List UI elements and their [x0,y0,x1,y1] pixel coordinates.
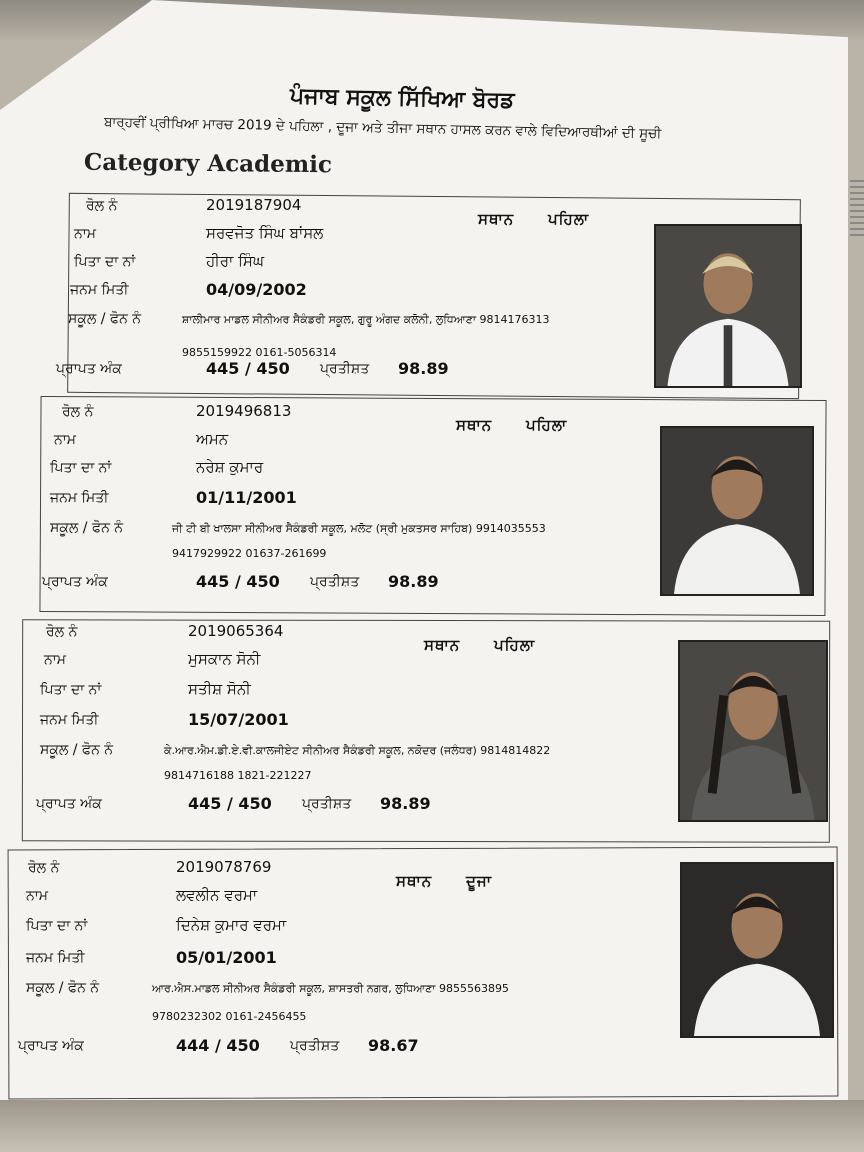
rank-label: ਸਥਾਨ [478,210,515,228]
label-percent: ਪ੍ਰਤੀਸ਼ਤ [310,574,360,590]
label-father: ਪਿਤਾ ਦਾ ਨਾਂ [40,682,102,698]
label-roll: ਰੋਲ ਨੰ [46,624,78,640]
label-school: ਸਕੂਲ / ਫੋਨ ਨੰ [68,311,142,327]
value-percent: 98.67 [368,1036,419,1055]
binder-edge [850,180,864,240]
rank-label: ਸਥਾਨ [424,636,461,654]
value-name: ਮੁਸਕਾਨ ਸੋਨੀ [188,650,261,668]
rank-label: ਸਥਾਨ [456,416,493,434]
value-roll: 2019065364 [188,622,284,640]
label-school: ਸਕੂਲ / ਫੋਨ ਨੰ [50,520,124,536]
value-marks: 444 / 450 [176,1036,260,1055]
value-dob: 04/09/2002 [206,280,307,299]
label-roll: ਰੋਲ ਨੰ [28,860,60,876]
label-name: ਨਾਮ [26,888,48,904]
value-name: ਲਵਲੀਨ ਵਰਮਾ [176,886,258,904]
label-percent: ਪ੍ਰਤੀਸ਼ਤ [302,796,352,812]
label-father: ਪਿਤਾ ਦਾ ਨਾਂ [50,460,112,476]
value-name: ਅਮਨ [196,430,229,448]
label-dob: ਜਨਮ ਮਿਤੀ [40,712,99,728]
value-phones: 9780232302 0161-2456455 [152,1010,307,1023]
value-father: ਸਤੀਸ਼ ਸੋਨੀ [188,680,251,698]
label-name: ਨਾਮ [54,432,76,448]
label-school: ਸਕੂਲ / ਫੋਨ ਨੰ [26,980,100,996]
value-phones: 9814716188 1821-221227 [164,769,312,782]
person-silhouette [682,864,832,1036]
person-silhouette [680,642,826,820]
label-marks: ਪ੍ਰਾਪਤ ਅੰਕ [42,574,108,590]
rank-label: ਸਥਾਨ [396,872,433,890]
label-name: ਨਾਮ [44,652,66,668]
value-school: ਜੀ ਟੀ ਬੀ ਖਾਲਸਾ ਸੀਨੀਅਰ ਸੈਕੰਡਰੀ ਸਕੂਲ, ਮਲੋਟ (ਸ੍ਰੀ ਮੁਕਤਸਰ ਸਾਹਿਬ) 9914035553 [172,522,546,535]
value-dob: 05/01/2001 [176,948,277,967]
list-subtitle: ਬਾਰ੍ਹਵੀਂ ਪ੍ਰੀਖਿਆ ਮਾਰਚ 2019 ਦੇ ਪਹਿਲਾ , ਦੂਜਾ ਅਤੇ ਤੀਜਾ ਸਥਾਨ ਹਾਸਲ ਕਰਨ ਵਾਲੇ ਵਿਦਿਆਰਥੀਆਂ ਦੀ ਸੂਚੀ [103,114,662,142]
label-name: ਨਾਮ [74,226,96,242]
value-roll: 2019496813 [196,402,292,420]
label-marks: ਪ੍ਰਾਪਤ ਅੰਕ [36,796,102,812]
label-dob: ਜਨਮ ਮਿਤੀ [50,490,109,506]
label-school: ਸਕੂਲ / ਫੋਨ ਨੰ [40,742,114,758]
rank-value: ਦੂਜਾ [466,872,493,890]
label-roll: ਰੋਲ ਨੰ [86,198,118,214]
board-title: ਪੰਜਾਬ ਸਕੂਲ ਸਿੱਖਿਆ ਬੋਰਡ [289,83,515,114]
label-father: ਪਿਤਾ ਦਾ ਨਾਂ [26,918,88,934]
label-dob: ਜਨਮ ਮਿਤੀ [70,282,129,298]
label-marks: ਪ੍ਰਾਪਤ ਅੰਕ [18,1038,84,1054]
value-marks: 445 / 450 [188,794,272,813]
person-silhouette [662,428,812,594]
value-school: ਕੇ.ਆਰ.ਐਮ.ਡੀ.ਏ.ਵੀ.ਕਾਲਜੀਏਟ ਸੀਨੀਅਰ ਸੈਕੰਡਰੀ ਸਕੂਲ, ਨਕੋਦਰ (ਜਲੰਧਰ) 9814814822 [164,744,551,757]
value-father: ਹੀਰਾ ਸਿੰਘ [206,252,265,270]
rank-value: ਪਹਿਲਾ [548,210,590,228]
label-dob: ਜਨਮ ਮਿਤੀ [26,950,85,966]
person-silhouette [656,226,800,386]
label-father: ਪਿਤਾ ਦਾ ਨਾਂ [74,254,136,270]
label-marks: ਪ੍ਰਾਪਤ ਅੰਕ [56,361,122,377]
value-name: ਸਰਵਜੋਤ ਸਿੰਘ ਬਾਂਸਲ [206,224,324,242]
value-school: ਆਰ.ਐਸ.ਮਾਡਲ ਸੀਨੀਅਰ ਸੈਕੰਡਰੀ ਸਕੂਲ, ਸ਼ਾਸਤਰੀ ਨਗਰ, ਲੁਧਿਆਣਾ 9855563895 [152,982,509,995]
value-father: ਨਰੇਸ਼ ਕੁਮਾਰ [196,458,264,476]
desk-bottom [0,1100,864,1152]
label-roll: ਰੋਲ ਨੰ [62,404,94,420]
student-photo [680,862,834,1038]
value-phones: 9855159922 0161-5056314 [182,346,337,359]
value-marks: 445 / 450 [196,572,280,591]
value-father: ਦਿਨੇਸ਼ ਕੁਮਾਰ ਵਰਮਾ [176,916,287,934]
value-dob: 15/07/2001 [188,710,289,729]
value-roll: 2019187904 [206,196,302,214]
value-percent: 98.89 [398,359,449,378]
value-percent: 98.89 [380,794,431,813]
label-percent: ਪ੍ਰਤੀਸ਼ਤ [290,1038,340,1054]
value-roll: 2019078769 [176,858,272,876]
student-photo [654,224,802,388]
rank-value: ਪਹਿਲਾ [494,636,536,654]
value-percent: 98.89 [388,572,439,591]
student-photo [678,640,828,822]
value-marks: 445 / 450 [206,359,290,378]
label-percent: ਪ੍ਰਤੀਸ਼ਤ [320,361,370,377]
value-dob: 01/11/2001 [196,488,297,507]
student-photo [660,426,814,596]
value-school: ਸ਼ਾਲੀਮਾਰ ਮਾਡਲ ਸੀਨੀਅਰ ਸੈਕੰਡਰੀ ਸਕੂਲ, ਗੁਰੂ ਅੰਗਦ ਕਲੋਨੀ, ਲੁਧਿਆਣਾ 9814176313 [182,313,550,326]
category-heading: Category Academic [83,148,333,179]
value-phones: 9417929922 01637-261699 [172,547,327,560]
rank-value: ਪਹਿਲਾ [526,416,568,434]
